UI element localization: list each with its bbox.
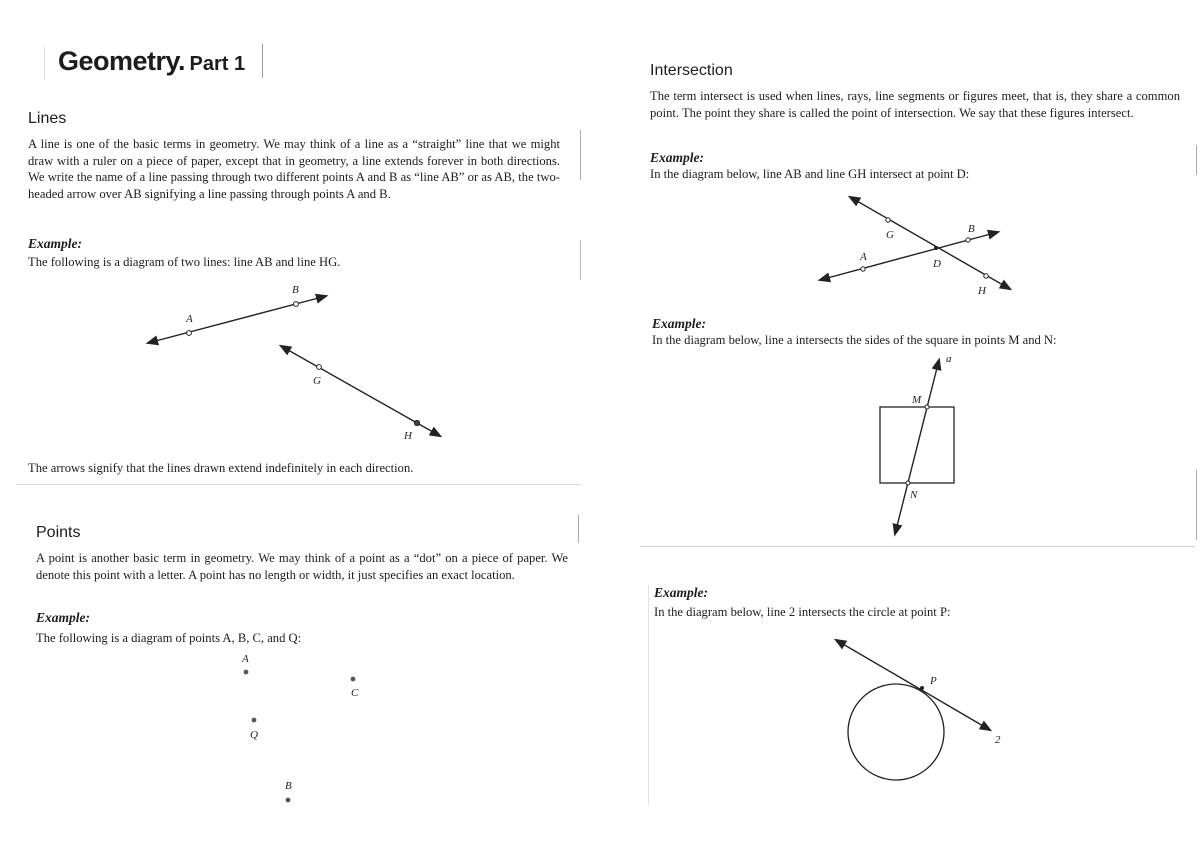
label-b: B: [292, 284, 299, 296]
point-b: [966, 238, 970, 242]
points-example-label: Example:: [36, 610, 90, 625]
point-n: [906, 481, 910, 485]
label-m: M: [912, 394, 922, 406]
point-label-q: Q: [250, 729, 258, 741]
points-heading: Points: [36, 524, 81, 541]
section-divider: [16, 484, 581, 485]
label-h: H: [404, 430, 412, 442]
point-b-dot: [286, 798, 291, 803]
intersection-example3-text: In the diagram below, line 2 intersects the circle at point P:: [654, 605, 951, 619]
label-p: P: [930, 675, 937, 687]
margin-mark: [1196, 145, 1197, 175]
lines-example-label: Example:: [28, 236, 82, 251]
intersection-heading: Intersection: [650, 62, 733, 79]
point-b: [294, 302, 299, 307]
point-a-dot: [244, 670, 249, 675]
circle: [848, 684, 944, 780]
points-body: A point is another basic term in geometry. We may think of a point as a “dot” on a piece of paper. We denote this point with a letter. A point has no length or width, it just specifies an exact location.: [36, 551, 568, 582]
label-a: A: [186, 313, 193, 325]
label-n: N: [910, 489, 918, 501]
margin-mark: [1196, 470, 1197, 540]
points-diagram: [0, 640, 600, 850]
intersection-body: The term intersect is used when lines, rays, line segments or figures meet, that is, they share a common point. The point they share is called the point of intersection. We say that these figures intersect.: [650, 89, 1180, 120]
label-g: G: [886, 229, 894, 241]
intersection-example1-text: In the diagram below, line AB and line GH intersect at point D:: [650, 167, 970, 181]
point-g: [886, 218, 890, 222]
lines-caption: The arrows signify that the lines drawn extend indefinitely in each direction.: [28, 461, 414, 475]
point-label-c: C: [351, 687, 359, 699]
margin-mark: [648, 585, 649, 805]
label-h: H: [978, 285, 986, 297]
label-b: B: [968, 223, 975, 235]
point-label-a: A: [242, 653, 249, 665]
point-a: [861, 267, 865, 271]
point-m: [925, 405, 929, 409]
point-h: [984, 274, 988, 278]
label-a-line: a: [946, 353, 952, 365]
intersection-example3-label: Example:: [654, 585, 708, 600]
label-2: 2: [995, 734, 1001, 746]
line-ab: [148, 296, 326, 343]
point-h: [414, 420, 419, 425]
point-p: [920, 686, 924, 690]
lines-heading: Lines: [28, 110, 67, 127]
lines-example-text: The following is a diagram of two lines: line AB and line HG.: [28, 255, 341, 269]
line-ab2: [820, 232, 998, 280]
point-d: [934, 246, 938, 250]
label-d: D: [933, 258, 941, 270]
label-g: G: [313, 375, 321, 387]
margin-mark: [578, 515, 579, 543]
point-g: [317, 365, 322, 370]
points-example-text: The following is a diagram of points A, B, C, and Q:: [36, 631, 302, 645]
point-c-dot: [351, 677, 356, 682]
intersection-example2-text: In the diagram below, line a intersects the sides of the square in points M and N:: [652, 333, 1057, 347]
point-label-b: B: [285, 780, 292, 792]
lines-diagram: [0, 0, 600, 480]
label-a: A: [860, 251, 867, 263]
lines-body: A line is one of the basic terms in geometry. We may think of a line as a “straight” line that we might draw with a ruler on a piece of paper, except that in geometry, a line extends forever in both directions. We write the name of a line passing through two different points A and B as “line AB” or as AB, the two-headed arrow over AB signifying a line passing through points A and B.: [28, 137, 560, 201]
line-a: [895, 360, 939, 534]
intersection-example1-label: Example:: [650, 150, 704, 165]
intersection-diagram-1: [800, 190, 1030, 300]
line-2: [836, 640, 990, 730]
intersection-diagram-2: [860, 348, 980, 538]
point-a: [187, 331, 192, 336]
point-q-dot: [252, 718, 257, 723]
title-part: Part 1: [189, 53, 246, 75]
title-main: Geometry.: [58, 46, 186, 76]
intersection-example2-label: Example:: [652, 316, 706, 331]
intersection-diagram-3: [800, 620, 1030, 790]
section-divider: [640, 546, 1195, 547]
